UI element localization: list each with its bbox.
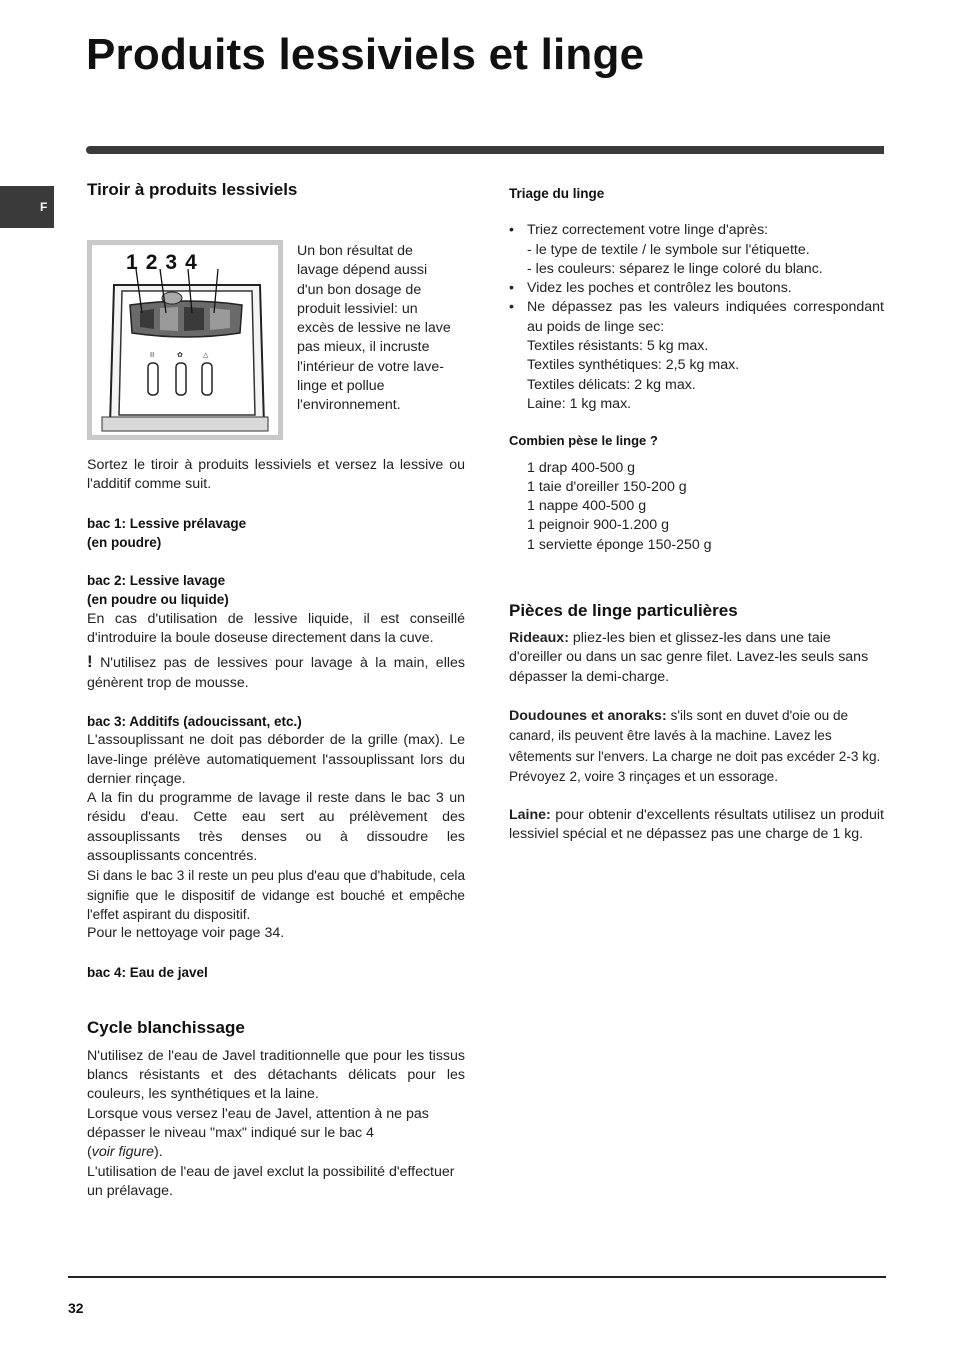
combien-list: [509, 459, 884, 555]
cycle-text-2-main: Lorsque vous versez l'eau de Javel, attention à ne pas dépasser le niveau "max" indiqué sur le bac 4: [87, 1105, 429, 1142]
doudounes-text: s'ils sont en duvet d'oie ou de canard, ils peuvent être lavés à la machine. Lavez les vêtements sur l'envers. La charge ne doit pas excéder 2-3 kg. Prévoyez 2, voire 3 rinçages et un essorage.: [509, 707, 881, 784]
figure-label-4: 4: [185, 251, 197, 274]
bac2-text: En cas d'utilisation de lessive liquide, il est conseillé d'introduire la boule doseuse directement dans la cuve.: [87, 610, 465, 647]
laine-text: pour obtenir d'excellents résultats utilisez un produit lessiviel spécial et ne dépassez pas une charge de 1 kg.: [509, 807, 884, 843]
cycle-text-2: [87, 1105, 465, 1163]
laine-paragraph: [509, 806, 884, 845]
triage-item-2-text: Videz les poches et contrôlez les boutons.: [527, 280, 792, 297]
figure-caption-text: Un bon résultat de lavage dépend aussi d'un bon dosage de produit lessiviel: un excès de lessive ne lave pas mieux, il incruste l'intérieur de votre lave-linge et pollue l'environnement.: [297, 243, 451, 414]
heading-combien: Combien pèse le linge ?: [509, 433, 658, 449]
combien-item: 1 peignoir 900-1.200 g: [527, 517, 669, 534]
svg-text:△: △: [203, 351, 209, 359]
triage-list: [509, 221, 884, 414]
bac2-warning-text: N'utilisez pas de lessives pour lavage à la main, elles génèrent trop de mousse.: [87, 655, 465, 691]
triage-item-3-text: Ne dépassez pas les valeurs indiquées correspondant au poids de linge sec:: [527, 299, 884, 335]
combien-item: 1 taie d'oreiller 150-200 g: [527, 478, 687, 495]
top-divider: [86, 146, 884, 154]
weight-delicats: Textiles délicats: 2 kg max.: [527, 376, 696, 393]
bac3-text-4: Pour le nettoyage voir page 34.: [87, 925, 285, 942]
cycle-text-2-open: (: [87, 1144, 92, 1161]
combien-item: 1 drap 400-500 g: [527, 459, 636, 476]
bac2-subtitle: (en poudre ou liquide): [87, 592, 229, 608]
rideaux-paragraph: [509, 629, 884, 687]
cycle-text-2-close: ).: [154, 1144, 163, 1161]
heading-pieces-particulieres: Pièces de linge particulières: [509, 601, 738, 621]
see-figure-text: voir figure: [91, 1144, 155, 1161]
cycle-text-1: N'utilisez de l'eau de Javel traditionnelle que pour les tissus blancs résistants et des détachants délicats pour les couleurs, les synthétiques et la laine.: [87, 1047, 465, 1103]
bottom-divider: [68, 1276, 886, 1278]
figure-row: [87, 240, 465, 440]
language-tab-label: F: [40, 200, 48, 214]
figure-label-2: 2: [145, 251, 158, 274]
bac1-title: bac 1: Lessive prélavage: [87, 515, 247, 531]
triage-sub-2: - les couleurs: séparez le linge coloré du blanc.: [527, 260, 823, 277]
bac2-title: bac 2: Lessive lavage: [87, 573, 226, 589]
left-column: [87, 180, 465, 1201]
weight-resistants: Textiles résistants: 5 kg max.: [527, 338, 709, 355]
doudounes-paragraph: [509, 706, 884, 787]
detergent-drawer-figure: [87, 240, 283, 440]
warning-icon: !: [87, 652, 93, 672]
figure-label-1: 1: [126, 251, 138, 274]
bac3-text-1: L'assouplissant ne doit pas déborder de la grille (max). Le lave-linge prélève automatiquement l'assouplissant lors du dernier rinçage.: [87, 732, 465, 787]
bac1-subtitle: (en poudre): [87, 534, 162, 550]
triage-item-1-text: Triez correctement votre linge d'après:: [527, 222, 769, 239]
heading-triage: Triage du linge: [509, 186, 605, 201]
right-column: [509, 180, 884, 845]
heading-cycle-blanchissage: Cycle blanchissage: [87, 1017, 245, 1037]
rideaux-label: Rideaux:: [509, 630, 569, 647]
page-title: Produits lessiviels et linge: [86, 30, 645, 79]
triage-item-2: [509, 279, 884, 298]
bac3-title: bac 3: Additifs (adoucissant, etc.): [87, 713, 302, 729]
weight-synthetiques: Textiles synthétiques: 2,5 kg max.: [527, 357, 740, 374]
combien-item: 1 serviette éponge 150-250 g: [527, 536, 712, 553]
cycle-text-3: L'utilisation de l'eau de javel exclut la possibilité d'effectuer un prélavage.: [87, 1163, 455, 1199]
bac3-text-2: A la fin du programme de lavage il reste dans le bac 3 un résidu d'eau. Cette eau sert au prélèvement des assouplissants très denses ou à dissoudre les assouplissants concentrés.: [87, 790, 465, 865]
triage-item-1: [509, 221, 884, 279]
language-tab: [0, 186, 54, 228]
figure-labels: [126, 251, 197, 275]
page-number: 32: [68, 1300, 84, 1316]
drawer-illustration: [92, 245, 278, 435]
intro-text: Sortez le tiroir à produits lessiviels et versez la lessive ou l'additif comme suit.: [87, 457, 465, 493]
bac3-text-3: Si dans le bac 3 il reste un peu plus d'eau que d'habitude, cela signifie que le dispositif de vidange est bouché et empêche l'effet aspirant du dispositif.: [87, 868, 465, 922]
rideaux-text: pliez-les bien et glissez-les dans une taie d'oreiller ou dans un sac genre filet. Lavez-les seuls sans dépasser la demi-charge.: [509, 630, 869, 685]
svg-text:II: II: [150, 351, 155, 359]
svg-text:✿: ✿: [177, 351, 183, 359]
combien-item: 1 nappe 400-500 g: [527, 498, 647, 515]
laine-label: Laine:: [509, 807, 551, 824]
doudounes-label: Doudounes et anoraks:: [509, 707, 667, 724]
triage-item-3: [509, 298, 884, 414]
bac4-title: bac 4: Eau de javel: [87, 964, 208, 980]
heading-tiroir: Tiroir à produits lessiviels: [87, 180, 298, 199]
triage-sub-1: - le type de textile / le symbole sur l'étiquette.: [527, 241, 810, 258]
weight-laine: Laine: 1 kg max.: [527, 395, 632, 412]
figure-label-3: 3: [165, 251, 178, 274]
bac2-warning: [87, 652, 465, 693]
